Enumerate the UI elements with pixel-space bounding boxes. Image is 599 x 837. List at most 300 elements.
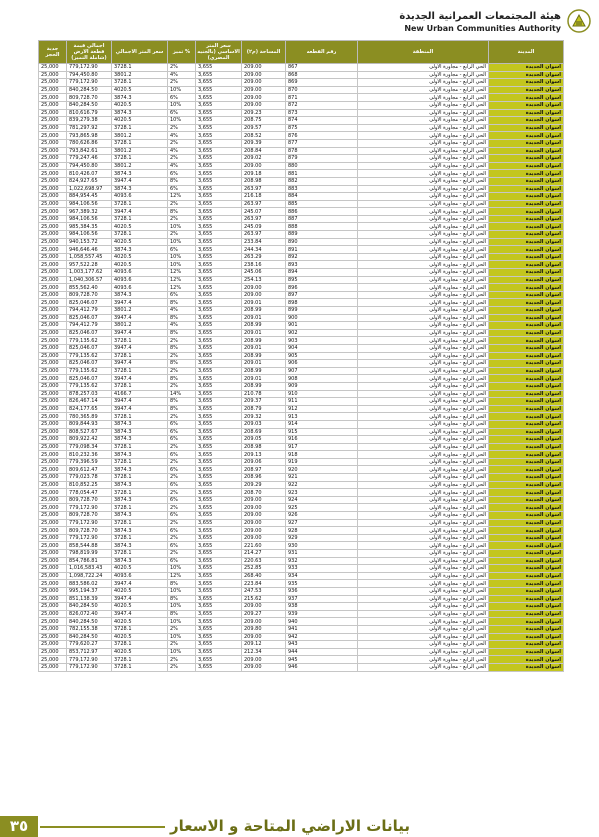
cell-base-price: 3,655 [196, 458, 242, 466]
cell-plot-number: 946 [286, 663, 358, 671]
cell-premium: 8% [168, 314, 196, 322]
cell-meter-price: 3801.2 [112, 322, 168, 330]
cell-premium: 6% [168, 428, 196, 436]
cell-plot-number: 940 [286, 618, 358, 626]
cell-premium: 2% [168, 64, 196, 72]
table-row [39, 504, 564, 512]
cell-region: الحي الرابع - مجاورة الاولى [358, 261, 489, 269]
cell-city: اسوان الجديدة [489, 200, 564, 208]
cell-city: اسوان الجديدة [489, 603, 564, 611]
cell-deposit: 25,000 [39, 565, 67, 573]
cell-plot-number: 874 [286, 117, 358, 125]
table-row [39, 496, 564, 504]
cell-premium: 10% [168, 648, 196, 656]
cell-plot-number: 937 [286, 595, 358, 603]
cell-premium: 4% [168, 162, 196, 170]
cell-area: 209.00 [242, 79, 286, 87]
cell-area: 209.00 [242, 496, 286, 504]
cell-meter-price: 3874.3 [112, 170, 168, 178]
cell-region: الحي الرابع - مجاورة الاولى [358, 307, 489, 315]
cell-city: اسوان الجديدة [489, 155, 564, 163]
cell-meter-price: 3947.4 [112, 299, 168, 307]
table-row [39, 481, 564, 489]
cell-region: الحي الرابع - مجاورة الاولى [358, 177, 489, 185]
cell-premium: 8% [168, 580, 196, 588]
cell-premium: 10% [168, 238, 196, 246]
cell-deposit: 25,000 [39, 64, 67, 72]
cell-meter-price: 3874.3 [112, 466, 168, 474]
cell-area: 208.99 [242, 367, 286, 375]
cell-region: الحي الرابع - مجاورة الاولى [358, 139, 489, 147]
cell-deposit: 25,000 [39, 208, 67, 216]
cell-deposit: 25,000 [39, 580, 67, 588]
cell-region: الحي الرابع - مجاورة الاولى [358, 291, 489, 299]
cell-deposit: 25,000 [39, 519, 67, 527]
cell-city: اسوان الجديدة [489, 231, 564, 239]
cell-deposit: 25,000 [39, 132, 67, 140]
cell-base-price: 3,655 [196, 208, 242, 216]
cell-premium: 12% [168, 276, 196, 284]
cell-region: الحي الرابع - مجاورة الاولى [358, 200, 489, 208]
table-row [39, 246, 564, 254]
cell-meter-price: 3874.3 [112, 451, 168, 459]
cell-total-value: 782,155.38 [67, 625, 112, 633]
cell-plot-number: 896 [286, 284, 358, 292]
cell-meter-price: 4020.5 [112, 117, 168, 125]
cell-premium: 10% [168, 603, 196, 611]
cell-base-price: 3,655 [196, 474, 242, 482]
land-prices-table [38, 40, 564, 672]
cell-city: اسوان الجديدة [489, 398, 564, 406]
cell-base-price: 3,655 [196, 580, 242, 588]
cell-plot-number: 945 [286, 656, 358, 664]
cell-city: اسوان الجديدة [489, 587, 564, 595]
cell-premium: 2% [168, 625, 196, 633]
cell-city: اسوان الجديدة [489, 367, 564, 375]
cell-region: الحي الرابع - مجاورة الاولى [358, 238, 489, 246]
cell-premium: 6% [168, 451, 196, 459]
cell-base-price: 3,655 [196, 641, 242, 649]
cell-area: 216.18 [242, 193, 286, 201]
cell-deposit: 25,000 [39, 124, 67, 132]
cell-plot-number: 895 [286, 276, 358, 284]
cell-base-price: 3,655 [196, 489, 242, 497]
cell-deposit: 25,000 [39, 466, 67, 474]
cell-total-value: 840,284.50 [67, 633, 112, 641]
cell-deposit: 25,000 [39, 625, 67, 633]
cell-deposit: 25,000 [39, 542, 67, 550]
cell-plot-number: 876 [286, 132, 358, 140]
cell-area: 209.01 [242, 299, 286, 307]
cell-city: اسوان الجديدة [489, 572, 564, 580]
table-row [39, 299, 564, 307]
table-row [39, 512, 564, 520]
cell-plot-number: 871 [286, 94, 358, 102]
table-row [39, 101, 564, 109]
cell-total-value: 825,046.07 [67, 344, 112, 352]
cell-meter-price: 3728.1 [112, 534, 168, 542]
cell-city: اسوان الجديدة [489, 109, 564, 117]
cell-plot-number: 933 [286, 565, 358, 573]
cell-region: الحي الرابع - مجاورة الاولى [358, 398, 489, 406]
cell-area: 209.01 [242, 344, 286, 352]
cell-total-value: 840,284.50 [67, 86, 112, 94]
cell-region: الحي الرابع - مجاورة الاولى [358, 375, 489, 383]
cell-city: اسوان الجديدة [489, 337, 564, 345]
cell-city: اسوان الجديدة [489, 382, 564, 390]
cell-area: 209.01 [242, 314, 286, 322]
cell-total-value: 825,046.07 [67, 314, 112, 322]
cell-plot-number: 929 [286, 534, 358, 542]
cell-area: 223.84 [242, 580, 286, 588]
table-row [39, 663, 564, 671]
cell-plot-number: 893 [286, 261, 358, 269]
col-reservation-deposit: جدية الحجز [39, 41, 67, 64]
cell-total-value: 985,384.35 [67, 223, 112, 231]
cell-deposit: 25,000 [39, 71, 67, 79]
cell-city: اسوان الجديدة [489, 223, 564, 231]
cell-region: الحي الرابع - مجاورة الاولى [358, 595, 489, 603]
cell-base-price: 3,655 [196, 322, 242, 330]
cell-deposit: 25,000 [39, 147, 67, 155]
cell-plot-number: 918 [286, 451, 358, 459]
cell-area: 208.99 [242, 307, 286, 315]
cell-meter-price: 3874.3 [112, 291, 168, 299]
cell-deposit: 25,000 [39, 352, 67, 360]
cell-meter-price: 3947.4 [112, 375, 168, 383]
cell-deposit: 25,000 [39, 398, 67, 406]
cell-area: 263.97 [242, 231, 286, 239]
cell-region: الحي الرابع - مجاورة الاولى [358, 580, 489, 588]
cell-total-value: 808,527.67 [67, 428, 112, 436]
cell-base-price: 3,655 [196, 109, 242, 117]
cell-city: اسوان الجديدة [489, 633, 564, 641]
cell-base-price: 3,655 [196, 375, 242, 383]
cell-city: اسوان الجديدة [489, 451, 564, 459]
cell-region: الحي الرابع - مجاورة الاولى [358, 656, 489, 664]
cell-meter-price: 3728.1 [112, 337, 168, 345]
cell-meter-price: 3947.4 [112, 360, 168, 368]
col-premium-percent: تميز % [168, 41, 196, 64]
cell-area: 209.39 [242, 139, 286, 147]
cell-premium: 12% [168, 284, 196, 292]
cell-city: اسوان الجديدة [489, 101, 564, 109]
table-row [39, 231, 564, 239]
cell-area: 208.99 [242, 382, 286, 390]
cell-base-price: 3,655 [196, 132, 242, 140]
cell-meter-price: 3874.3 [112, 246, 168, 254]
cell-premium: 6% [168, 291, 196, 299]
table-row [39, 269, 564, 277]
cell-base-price: 3,655 [196, 405, 242, 413]
table-row [39, 367, 564, 375]
page-header [0, 0, 599, 40]
cell-region: الحي الرابع - مجاورة الاولى [358, 170, 489, 178]
cell-region: الحي الرابع - مجاورة الاولى [358, 117, 489, 125]
cell-city: اسوان الجديدة [489, 512, 564, 520]
table-row [39, 253, 564, 261]
cell-plot-number: 883 [286, 185, 358, 193]
cell-deposit: 25,000 [39, 185, 67, 193]
cell-premium: 2% [168, 443, 196, 451]
cell-region: الحي الرابع - مجاورة الاولى [358, 101, 489, 109]
cell-area: 209.00 [242, 101, 286, 109]
cell-premium: 2% [168, 79, 196, 87]
cell-meter-price: 3947.4 [112, 405, 168, 413]
cell-base-price: 3,655 [196, 656, 242, 664]
cell-plot-number: 936 [286, 587, 358, 595]
cell-plot-number: 919 [286, 458, 358, 466]
cell-city: اسوان الجديدة [489, 413, 564, 421]
col-plot-number: رقم القطعه [286, 41, 358, 64]
cell-plot-number: 931 [286, 550, 358, 558]
cell-deposit: 25,000 [39, 299, 67, 307]
cell-plot-number: 943 [286, 641, 358, 649]
table-row [39, 489, 564, 497]
cell-area: 263.97 [242, 200, 286, 208]
cell-premium: 6% [168, 542, 196, 550]
cell-meter-price: 3728.1 [112, 124, 168, 132]
cell-deposit: 25,000 [39, 101, 67, 109]
cell-plot-number: 872 [286, 101, 358, 109]
cell-meter-price: 4020.5 [112, 565, 168, 573]
cell-premium: 8% [168, 299, 196, 307]
cell-premium: 4% [168, 132, 196, 140]
cell-region: الحي الرابع - مجاورة الاولى [358, 557, 489, 565]
cell-region: الحي الرابع - مجاورة الاولى [358, 504, 489, 512]
cell-base-price: 3,655 [196, 436, 242, 444]
cell-city: اسوان الجديدة [489, 261, 564, 269]
cell-deposit: 25,000 [39, 155, 67, 163]
col-region: المنطقة [358, 41, 489, 64]
cell-base-price: 3,655 [196, 527, 242, 535]
cell-plot-number: 920 [286, 466, 358, 474]
cell-premium: 10% [168, 101, 196, 109]
cell-total-value: 1,016,583.43 [67, 565, 112, 573]
cell-total-value: 779,172.90 [67, 504, 112, 512]
cell-deposit: 25,000 [39, 663, 67, 671]
cell-premium: 6% [168, 481, 196, 489]
cell-plot-number: 930 [286, 542, 358, 550]
cell-region: الحي الرابع - مجاورة الاولى [358, 466, 489, 474]
cell-area: 209.23 [242, 109, 286, 117]
cell-premium: 2% [168, 382, 196, 390]
cell-area: 209.00 [242, 656, 286, 664]
cell-city: اسوان الجديدة [489, 489, 564, 497]
cell-region: الحي الرابع - مجاورة الاولى [358, 276, 489, 284]
cell-city: اسوان الجديدة [489, 458, 564, 466]
cell-region: الحي الرابع - مجاورة الاولى [358, 641, 489, 649]
cell-deposit: 25,000 [39, 246, 67, 254]
cell-plot-number: 875 [286, 124, 358, 132]
cell-total-value: 984,106.56 [67, 215, 112, 223]
cell-deposit: 25,000 [39, 496, 67, 504]
cell-meter-price: 3947.4 [112, 314, 168, 322]
cell-meter-price: 3728.1 [112, 663, 168, 671]
cell-region: الحي الرابع - مجاورة الاولى [358, 314, 489, 322]
cell-city: اسوان الجديدة [489, 663, 564, 671]
cell-deposit: 25,000 [39, 170, 67, 178]
cell-total-value: 781,297.92 [67, 124, 112, 132]
table-row [39, 139, 564, 147]
cell-premium: 2% [168, 504, 196, 512]
cell-deposit: 25,000 [39, 474, 67, 482]
cell-area: 209.00 [242, 534, 286, 542]
cell-deposit: 25,000 [39, 534, 67, 542]
cell-area: 209.00 [242, 603, 286, 611]
cell-city: اسوان الجديدة [489, 641, 564, 649]
cell-deposit: 25,000 [39, 481, 67, 489]
cell-area: 268.40 [242, 572, 286, 580]
cell-plot-number: 913 [286, 413, 358, 421]
cell-total-value: 940,153.72 [67, 238, 112, 246]
cell-premium: 6% [168, 512, 196, 520]
cell-premium: 6% [168, 94, 196, 102]
cell-base-price: 3,655 [196, 284, 242, 292]
table-row [39, 352, 564, 360]
cell-premium: 6% [168, 185, 196, 193]
table-row [39, 344, 564, 352]
cell-total-value: 1,098,722.24 [67, 572, 112, 580]
cell-area: 209.00 [242, 291, 286, 299]
cell-area: 209.00 [242, 86, 286, 94]
table-row [39, 86, 564, 94]
cell-plot-number: 897 [286, 291, 358, 299]
cell-region: الحي الرابع - مجاورة الاولى [358, 223, 489, 231]
cell-area: 208.52 [242, 132, 286, 140]
table-row [39, 185, 564, 193]
cell-region: الحي الرابع - مجاورة الاولى [358, 648, 489, 656]
cell-deposit: 25,000 [39, 337, 67, 345]
cell-deposit: 25,000 [39, 375, 67, 383]
cell-deposit: 25,000 [39, 587, 67, 595]
cell-deposit: 25,000 [39, 610, 67, 618]
table-row [39, 238, 564, 246]
cell-deposit: 25,000 [39, 413, 67, 421]
cell-premium: 4% [168, 322, 196, 330]
cell-area: 208.79 [242, 405, 286, 413]
cell-deposit: 25,000 [39, 436, 67, 444]
cell-city: اسوان الجديدة [489, 208, 564, 216]
table-header-row [39, 41, 564, 64]
cell-area: 254.13 [242, 276, 286, 284]
cell-meter-price: 3728.1 [112, 458, 168, 466]
cell-premium: 4% [168, 71, 196, 79]
cell-deposit: 25,000 [39, 390, 67, 398]
cell-total-value: 825,046.07 [67, 360, 112, 368]
cell-base-price: 3,655 [196, 603, 242, 611]
cell-plot-number: 916 [286, 436, 358, 444]
cell-deposit: 25,000 [39, 489, 67, 497]
cell-region: الحي الرابع - مجاورة الاولى [358, 550, 489, 558]
cell-meter-price: 3801.2 [112, 307, 168, 315]
cell-region: الحي الرابع - مجاورة الاولى [358, 512, 489, 520]
cell-meter-price: 3728.1 [112, 519, 168, 527]
cell-area: 208.69 [242, 428, 286, 436]
table-row [39, 284, 564, 292]
cell-total-value: 779,247.46 [67, 155, 112, 163]
cell-area: 209.18 [242, 170, 286, 178]
cell-premium: 8% [168, 610, 196, 618]
table-row [39, 603, 564, 611]
cell-total-value: 809,728.70 [67, 527, 112, 535]
cell-region: الحي الرابع - مجاورة الاولى [358, 390, 489, 398]
cell-meter-price: 3874.3 [112, 428, 168, 436]
cell-total-value: 878,257.03 [67, 390, 112, 398]
cell-city: اسوان الجديدة [489, 466, 564, 474]
table-row [39, 177, 564, 185]
cell-area: 209.29 [242, 481, 286, 489]
cell-total-value: 1,003,177.62 [67, 269, 112, 277]
cell-total-value: 995,194.37 [67, 587, 112, 595]
cell-region: الحي الرابع - مجاورة الاولى [358, 420, 489, 428]
cell-base-price: 3,655 [196, 504, 242, 512]
cell-plot-number: 911 [286, 398, 358, 406]
cell-base-price: 3,655 [196, 162, 242, 170]
cell-region: الحي الرابع - مجاورة الاولى [358, 367, 489, 375]
cell-total-value: 809,728.70 [67, 94, 112, 102]
cell-area: 245.09 [242, 223, 286, 231]
cell-premium: 8% [168, 329, 196, 337]
table-row [39, 314, 564, 322]
cell-total-value: 779,135.62 [67, 352, 112, 360]
cell-region: الحي الرابع - مجاورة الاولى [358, 382, 489, 390]
cell-area: 208.97 [242, 466, 286, 474]
page-number: ٣٥ [0, 816, 38, 837]
cell-premium: 10% [168, 253, 196, 261]
cell-meter-price: 4020.5 [112, 261, 168, 269]
cell-total-value: 779,135.62 [67, 367, 112, 375]
cell-premium: 2% [168, 124, 196, 132]
cell-city: اسوان الجديدة [489, 238, 564, 246]
footer-title: بيانات الاراضي المتاحة و الاسعار [170, 817, 410, 835]
cell-area: 209.12 [242, 641, 286, 649]
cell-premium: 10% [168, 633, 196, 641]
cell-plot-number: 926 [286, 512, 358, 520]
cell-region: الحي الرابع - مجاورة الاولى [358, 246, 489, 254]
cell-area: 245.06 [242, 269, 286, 277]
cell-base-price: 3,655 [196, 534, 242, 542]
cell-base-price: 3,655 [196, 177, 242, 185]
cell-total-value: 809,728.70 [67, 291, 112, 299]
cell-premium: 2% [168, 337, 196, 345]
cell-plot-number: 873 [286, 109, 358, 117]
cell-city: اسوان الجديدة [489, 322, 564, 330]
cell-city: اسوان الجديدة [489, 565, 564, 573]
cell-premium: 6% [168, 466, 196, 474]
cell-city: اسوان الجديدة [489, 542, 564, 550]
cell-plot-number: 922 [286, 481, 358, 489]
cell-region: الحي الرابع - مجاورة الاولى [358, 451, 489, 459]
cell-total-value: 884,954.45 [67, 193, 112, 201]
cell-plot-number: 881 [286, 170, 358, 178]
cell-meter-price: 3728.1 [112, 79, 168, 87]
cell-base-price: 3,655 [196, 481, 242, 489]
table-row [39, 413, 564, 421]
cell-total-value: 810,232.36 [67, 451, 112, 459]
cell-city: اسوان الجديدة [489, 344, 564, 352]
table-row [39, 451, 564, 459]
cell-total-value: 810,852.25 [67, 481, 112, 489]
cell-meter-price: 3728.1 [112, 64, 168, 72]
cell-meter-price: 4093.6 [112, 269, 168, 277]
cell-city: اسوان الجديدة [489, 481, 564, 489]
cell-plot-number: 909 [286, 382, 358, 390]
cell-region: الحي الرابع - مجاورة الاولى [358, 360, 489, 368]
cell-city: اسوان الجديدة [489, 215, 564, 223]
cell-area: 263.97 [242, 215, 286, 223]
cell-base-price: 3,655 [196, 314, 242, 322]
